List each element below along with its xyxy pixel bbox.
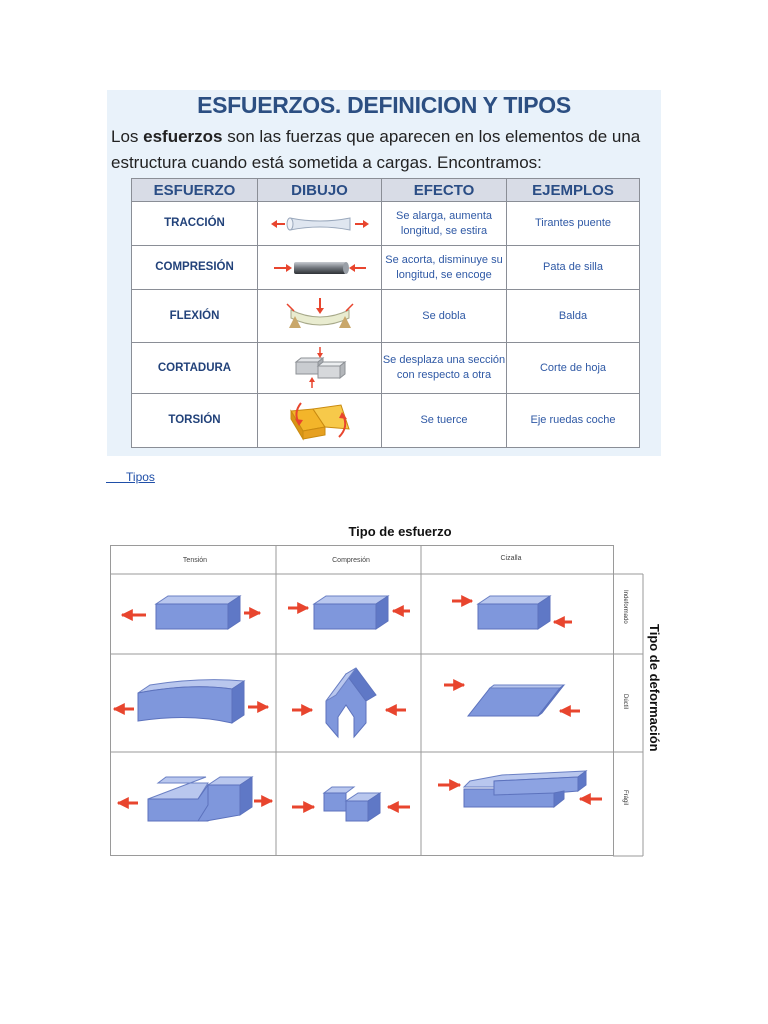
deformation-figure bbox=[110, 524, 672, 856]
stress-example: Balda bbox=[507, 290, 640, 343]
table-row bbox=[132, 343, 640, 394]
cortadura-drawing bbox=[258, 343, 382, 394]
stress-effect: Se tuerce bbox=[382, 394, 507, 448]
intro-text-post: son las fuerzas que aparecen en los elementos de una estructura cuando está sometida a cargas. Encontramos: bbox=[111, 127, 641, 172]
stress-name: FLEXIÓN bbox=[132, 290, 258, 343]
deformation-grid bbox=[110, 545, 644, 857]
stress-table bbox=[131, 178, 640, 448]
row-header-undeformed: Indeformado bbox=[622, 590, 628, 624]
shear-ductile-block bbox=[444, 685, 580, 716]
intro-paragraph bbox=[111, 124, 661, 176]
compresion-drawing bbox=[258, 246, 382, 290]
shear-brittle-block bbox=[438, 771, 602, 807]
header-dibujo: DIBUJO bbox=[258, 179, 382, 202]
intro-text-bold: esfuerzos bbox=[143, 127, 223, 146]
stress-example: Corte de hoja bbox=[507, 343, 640, 394]
stress-name: COMPRESIÓN bbox=[132, 246, 258, 290]
table-row bbox=[132, 202, 640, 246]
table-header-row bbox=[132, 179, 640, 202]
stress-name: TRACCIÓN bbox=[132, 202, 258, 246]
column-header-tension: Tensión bbox=[182, 557, 208, 564]
header-efecto: EFECTO bbox=[382, 179, 507, 202]
tension-ductile-block bbox=[114, 680, 268, 723]
header-esfuerzo: ESFUERZO bbox=[132, 179, 258, 202]
table-row bbox=[132, 394, 640, 448]
shear-undeformed-block bbox=[452, 596, 572, 629]
tipos-link-label: Tipos bbox=[126, 470, 155, 484]
stress-example: Tirantes puente bbox=[507, 202, 640, 246]
header-ejemplos: EJEMPLOS bbox=[507, 179, 640, 202]
column-header-compression: Compresión bbox=[332, 557, 370, 564]
stress-effect: Se acorta, disminuye su longitud, se encoge bbox=[382, 246, 507, 290]
intro-text-pre: Los bbox=[111, 127, 144, 146]
stress-effect: Se alarga, aumenta longitud, se estira bbox=[382, 202, 507, 246]
deformation-axis-title: Tipo de deformación bbox=[647, 624, 662, 752]
tension-brittle-block bbox=[118, 777, 272, 821]
stress-name: TORSIÓN bbox=[132, 394, 258, 448]
stress-example: Eje ruedas coche bbox=[507, 394, 640, 448]
stress-example: Pata de silla bbox=[507, 246, 640, 290]
compression-undeformed-block bbox=[288, 596, 410, 629]
compression-brittle-block bbox=[292, 787, 410, 821]
tipos-link[interactable] bbox=[106, 470, 155, 484]
stress-effect: Se desplaza una sección con respecto a otra bbox=[382, 343, 507, 394]
row-header-ductile: Dúctil bbox=[622, 694, 628, 710]
torsion-drawing bbox=[258, 394, 382, 448]
flexion-drawing bbox=[258, 290, 382, 343]
stress-name: CORTADURA bbox=[132, 343, 258, 394]
table-row bbox=[132, 246, 640, 290]
stress-types-figure bbox=[107, 90, 661, 456]
traccion-drawing bbox=[258, 202, 382, 246]
stress-effect: Se dobla bbox=[382, 290, 507, 343]
tension-undeformed-block bbox=[122, 596, 260, 629]
row-header-brittle: Frágil bbox=[622, 790, 628, 806]
figure-title: ESFUERZOS. DEFINICION Y TIPOS bbox=[197, 92, 571, 118]
compression-ductile-block bbox=[292, 668, 406, 737]
column-header-shear: Cizalla bbox=[500, 555, 522, 562]
table-row bbox=[132, 290, 640, 343]
deformation-figure-title: Tipo de esfuerzo bbox=[348, 524, 452, 539]
